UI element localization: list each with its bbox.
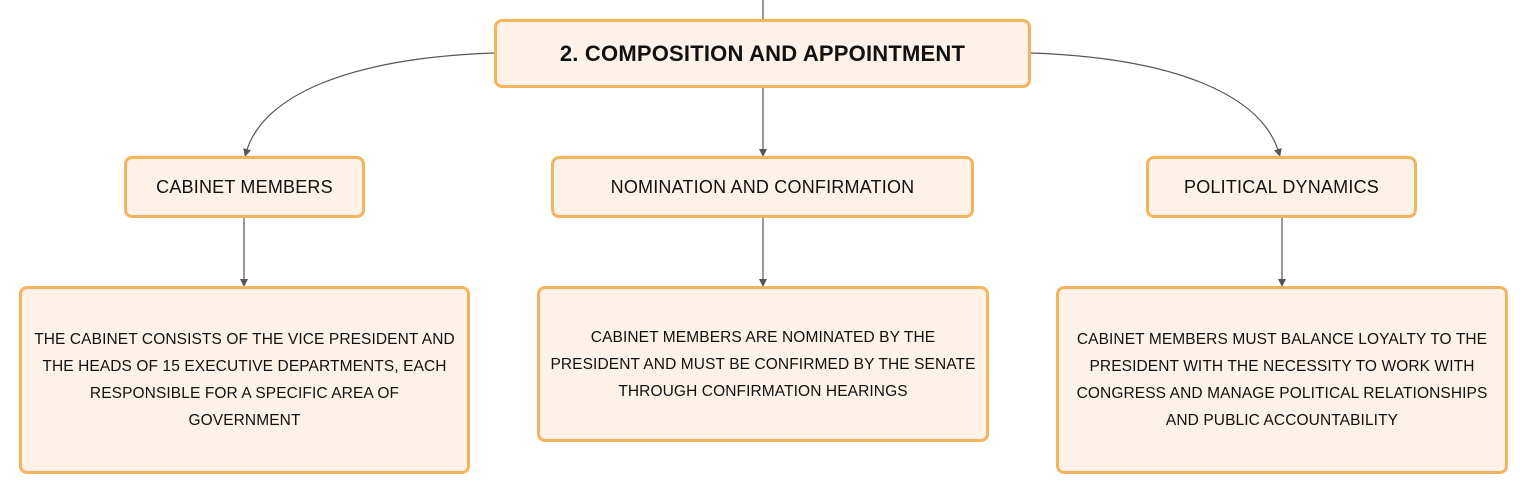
root-topic-node[interactable] <box>494 19 1031 88</box>
detail-text: THE CABINET CONSISTS OF THE VICE PRESIDENT AND THE HEADS OF 15 EXECUTIVE DEPARTMENTS, EACH RESPONSIBLE FOR A SPECIFIC AREA OF GOVERNMENT <box>34 331 455 429</box>
detail-text: CABINET MEMBERS MUST BALANCE LOYALTY TO THE PRESIDENT WITH THE NECESSITY TO WORK WITH CONGRESS AND MANAGE POLITICAL RELATIONSHIPS AND PUBLIC ACCOUNTABILITY <box>1076 331 1488 429</box>
detail-cabinet-members[interactable] <box>19 286 470 474</box>
topic-nomination-and-confirmation[interactable] <box>551 156 974 218</box>
detail-nomination-and-confirmation[interactable] <box>537 286 989 442</box>
connector-root-to-cabinet-members <box>246 53 494 153</box>
detail-text: CABINET MEMBERS ARE NOMINATED BY THE PRESIDENT AND MUST BE CONFIRMED BY THE SENATE THROUGH CONFIRMATION HEARINGS <box>550 328 976 400</box>
connector-root-to-political-dynamics <box>1031 53 1279 153</box>
topic-label: POLITICAL DYNAMICS <box>1184 176 1379 197</box>
detail-political-dynamics[interactable] <box>1056 286 1508 474</box>
topic-cabinet-members[interactable] <box>124 156 365 218</box>
topic-political-dynamics[interactable] <box>1146 156 1417 218</box>
topic-label: NOMINATION AND CONFIRMATION <box>610 176 915 197</box>
topic-label: CABINET MEMBERS <box>156 176 333 197</box>
root-topic-label: 2. COMPOSITION AND APPOINTMENT <box>559 40 966 66</box>
